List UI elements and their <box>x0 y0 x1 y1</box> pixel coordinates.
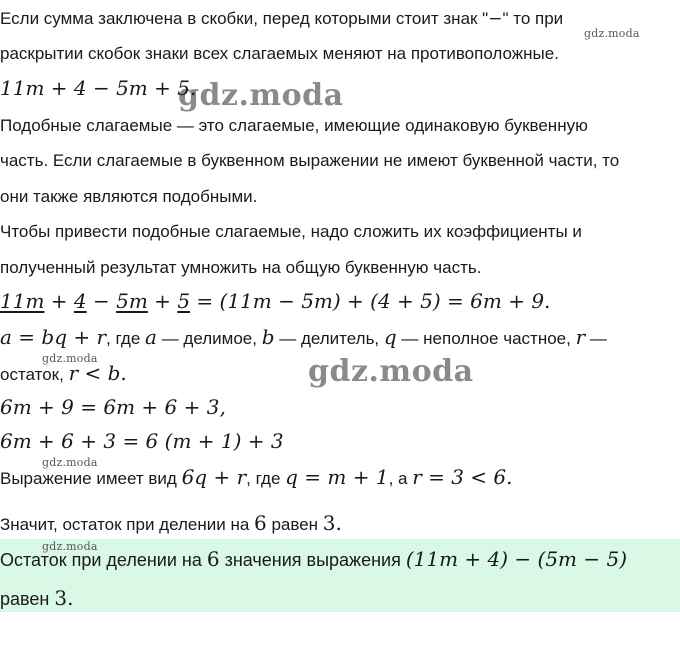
answer-line-2: равен 3. <box>0 586 74 610</box>
definition-line-2: часть. Если слагаемые в буквенном выражении не имеют буквенной части, то <box>0 151 620 170</box>
watermark-small: gdz.moda <box>42 456 98 469</box>
watermark-small: gdz.moda <box>584 27 640 40</box>
remainder-line: Значит, остаток при делении на 6 равен 3. <box>0 511 342 535</box>
division-line-2: остаток, r < b. <box>0 361 127 385</box>
underlined-term: 4 <box>73 289 87 313</box>
rule-line-1: Если сумма заключена в скобки, перед которыми стоит знак "−" то при <box>0 9 564 29</box>
combine-expression: 11m + 4 − 5m + 5 = (11m − 5m) + (4 + 5) = 6m + 9. <box>0 289 551 313</box>
expression-1: 11m + 4 − 5m + 5. <box>0 76 197 100</box>
definition-line-1: Подобные слагаемые — это слагаемые, имеющие одинаковую буквенную <box>0 116 588 135</box>
rule-line-2: раскрытии скобок знаки всех слагаемых меняют на противоположные. <box>0 44 559 63</box>
underlined-term: 11m <box>0 289 45 313</box>
step-2: 6m + 6 + 3 = 6 (m + 1) + 3 <box>0 429 284 453</box>
watermark-small: gdz.moda <box>42 352 98 365</box>
method-line-2: полученный результат умножить на общую буквенную часть. <box>0 258 482 277</box>
definition-line-3: они также являются подобными. <box>0 187 258 206</box>
underlined-term: 5m <box>116 289 148 313</box>
watermark-large: gdz.moda <box>308 354 474 389</box>
watermark-small: gdz.moda <box>42 540 98 553</box>
division-line-1: a = bq + r, где a — делимое, b — делитель, q — неполное частное, r — <box>0 325 607 349</box>
step-1: 6m + 9 = 6m + 6 + 3, <box>0 395 226 419</box>
method-line-1: Чтобы привести подобные слагаемые, надо сложить их коэффициенты и <box>0 222 582 241</box>
watermark-large: gdz.moda <box>178 78 344 113</box>
answer-line-1: Остаток при делении на 6 значения выражения (11m + 4) − (5m − 5) <box>0 547 628 571</box>
underlined-term: 5 <box>177 289 191 313</box>
form-line: Выражение имеет вид 6q + r, где q = m + 1, а r = 3 < 6. <box>0 465 513 489</box>
